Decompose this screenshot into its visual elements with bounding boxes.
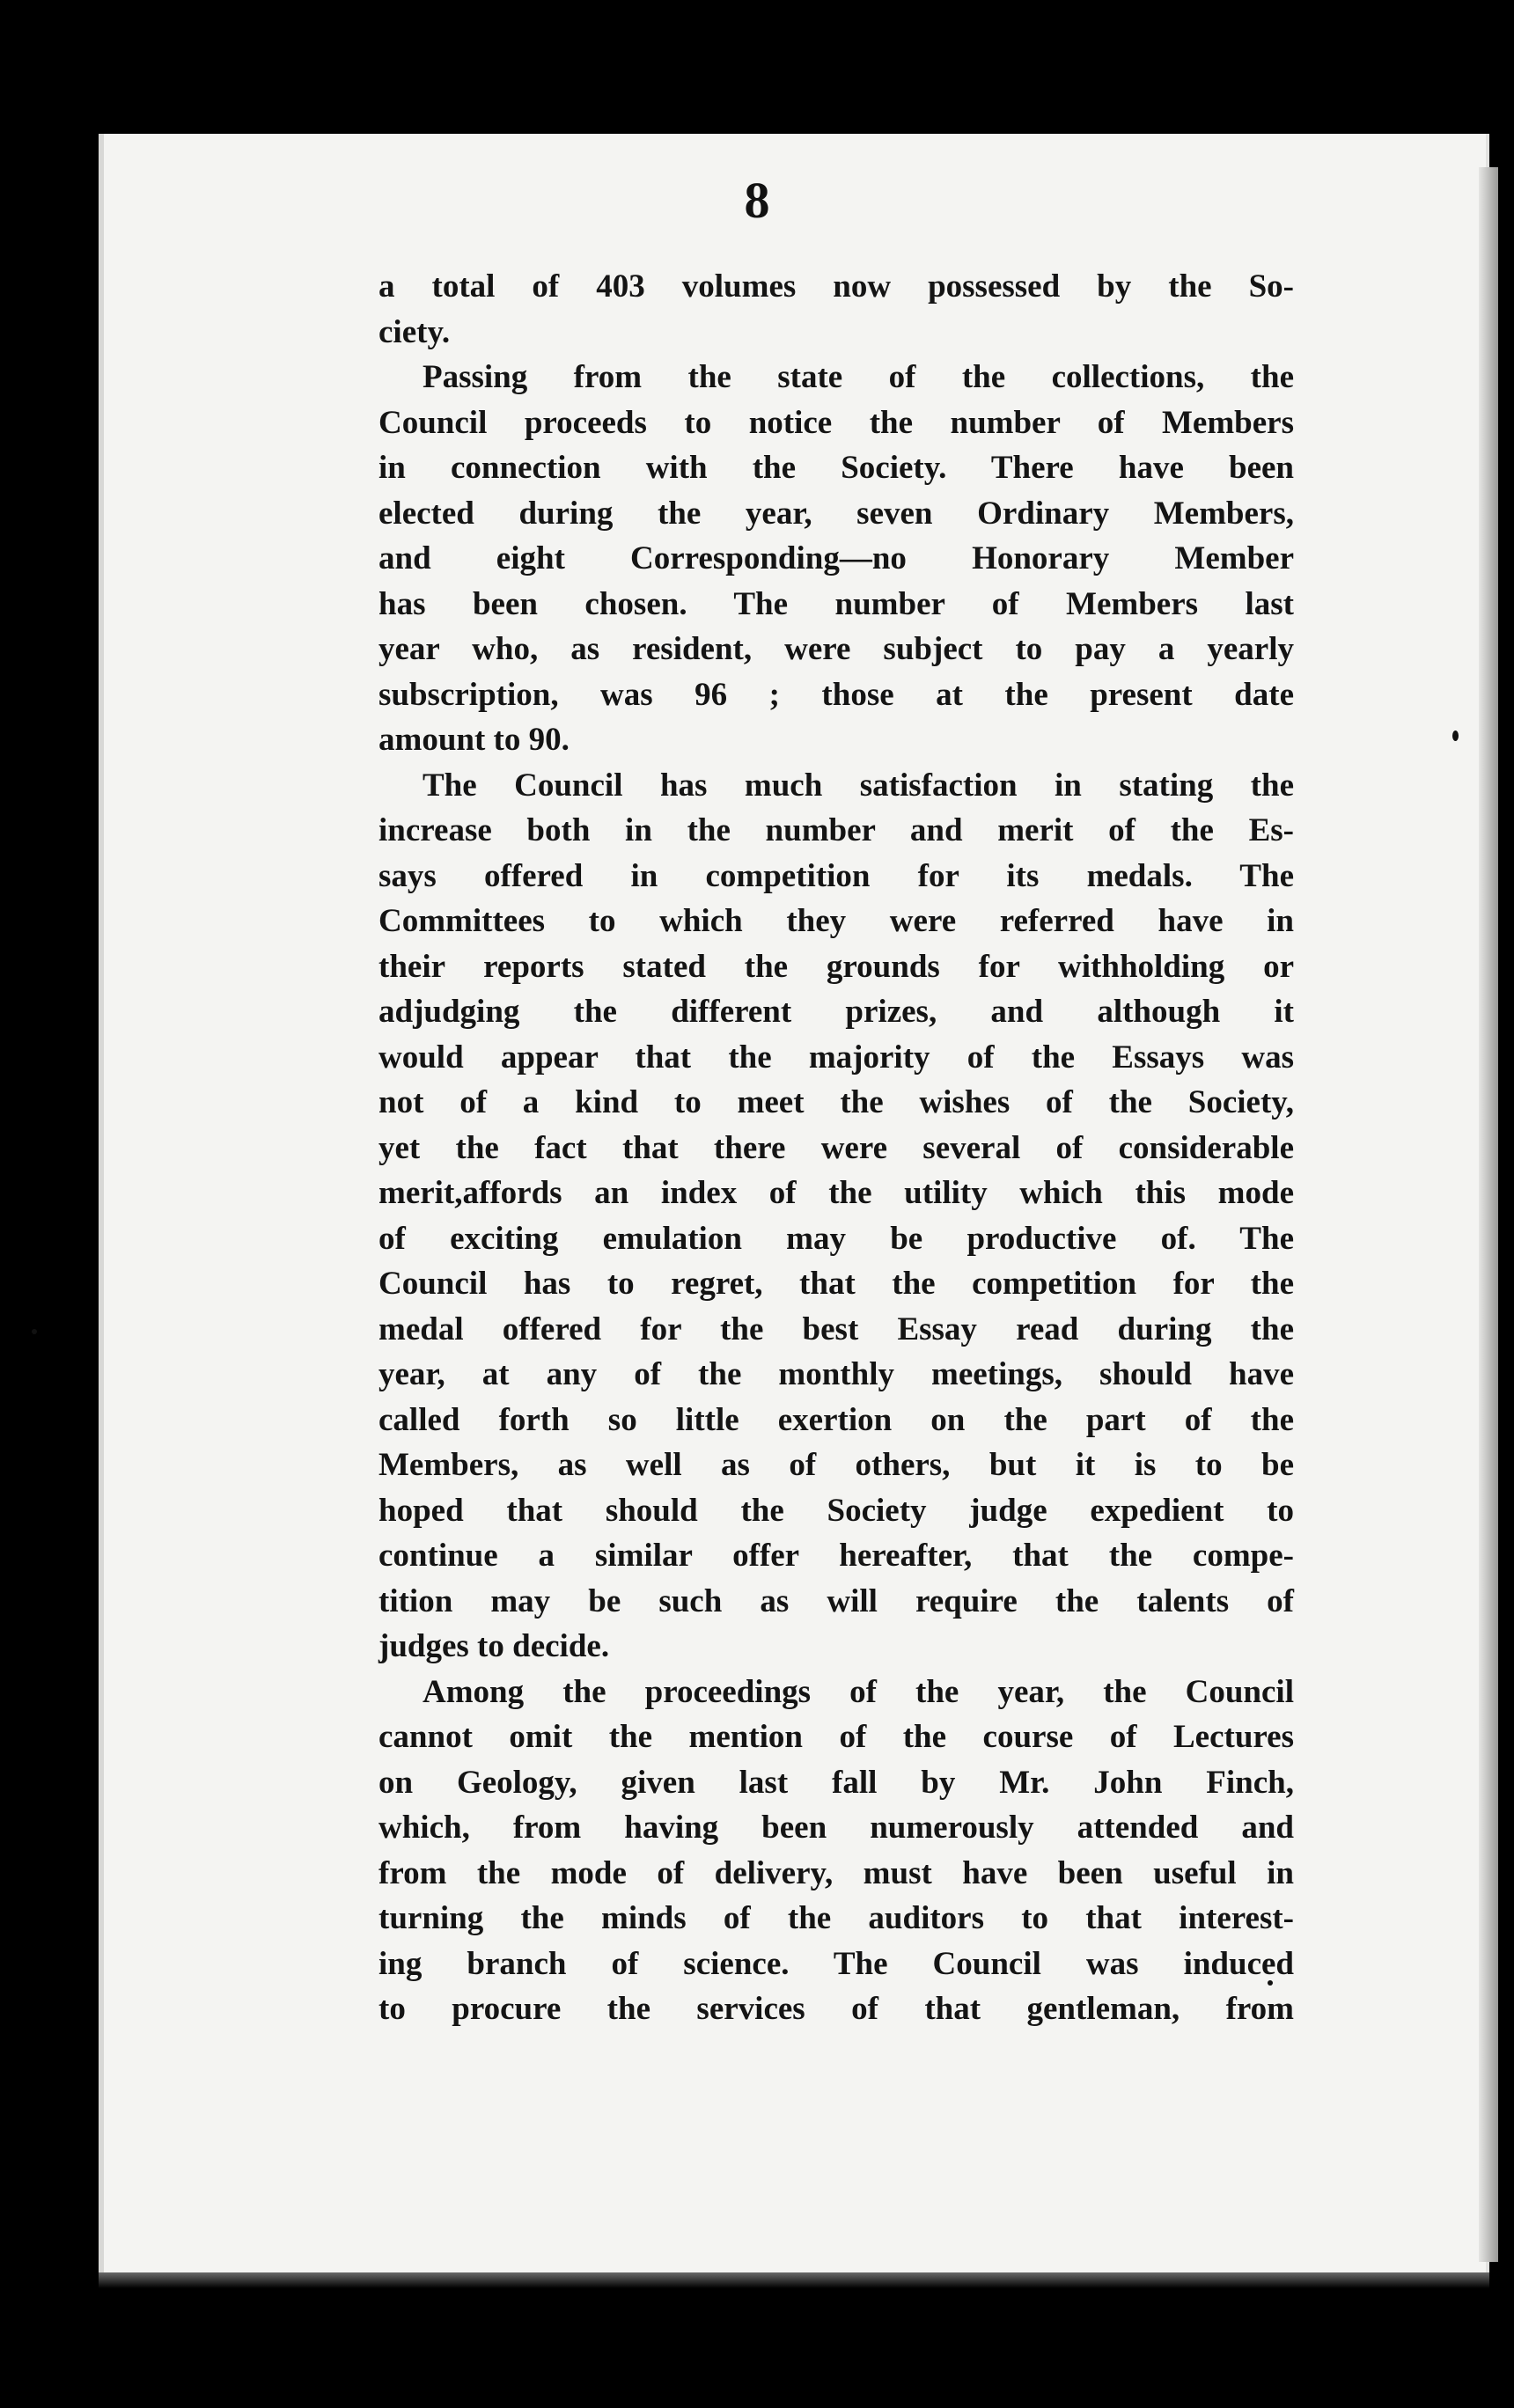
text-line: from the mode of delivery, must have been useful in — [378, 1854, 1294, 1891]
text-line: turning the minds of the auditors to that interest- — [378, 1900, 1294, 1936]
paragraph — [378, 763, 1294, 1670]
text-line: of exciting emulation may be productive of. The — [378, 1220, 1294, 1257]
text-line: Council has to regret, that the competition for the — [378, 1266, 1294, 1302]
text-line: ing branch of science. The Council was induced — [378, 1945, 1294, 1982]
text-line: merit,affords an index of the utility which this mode — [378, 1175, 1294, 1211]
text-line: called forth so little exertion on the part of the — [378, 1401, 1294, 1438]
text-line: medal offered for the best Essay read during the — [378, 1310, 1294, 1347]
text-line: subscription, was 96 ; those at the present date — [378, 676, 1294, 713]
paragraph — [378, 355, 1294, 763]
text-line: continue a similar offer hereafter, that the compe- — [378, 1538, 1294, 1574]
text-line: has been chosen. The number of Members last — [378, 585, 1294, 622]
text-line: increase both in the number and merit of the Es- — [378, 812, 1294, 848]
text-line: Committees to which they were referred have in — [378, 903, 1294, 939]
page-bottom-shadow — [99, 2272, 1489, 2288]
paragraph — [378, 264, 1294, 355]
page-number: 8 — [744, 172, 770, 229]
text-line: judges to decide. — [378, 1628, 610, 1664]
page-right-edge — [1479, 167, 1498, 2262]
text-line: year who, as resident, were subject to pay a yearly — [378, 631, 1294, 667]
text-line: says offered in competition for its medals. The — [378, 857, 1294, 894]
text-line: in connection with the Society. There have been — [378, 450, 1294, 486]
paragraph — [378, 1670, 1294, 2032]
text-line: which, from having been numerously attended and — [378, 1810, 1294, 1846]
text-line: would appear that the majority of the Essays was — [378, 1039, 1294, 1076]
text-line: Council proceeds to notice the number of Members — [378, 404, 1294, 441]
text-line: hoped that should the Society judge expedient to — [378, 1492, 1294, 1529]
text-line: not of a kind to meet the wishes of the Society, — [378, 1084, 1294, 1120]
text-line: Among the proceedings of the year, the Council — [423, 1673, 1294, 1710]
text-line: yet the fact that there were several of considerable — [378, 1129, 1294, 1166]
text-line: Members, as well as of others, but it is to be — [378, 1447, 1294, 1483]
print-speck — [32, 1329, 37, 1334]
text-line: The Council has much satisfaction in stating the — [423, 767, 1294, 804]
text-line: year, at any of the monthly meetings, should have — [378, 1356, 1294, 1392]
print-speck — [1452, 730, 1459, 741]
text-line: amount to 90. — [378, 722, 570, 758]
text-line: a total of 403 volumes now possessed by the So- — [378, 268, 1294, 305]
text-line: elected during the year, seven Ordinary Members, — [378, 495, 1294, 532]
text-line: Passing from the state of the collections, the — [423, 359, 1294, 395]
text-line: ciety. — [378, 313, 451, 350]
text-line: cannot omit the mention of the course of Lectures — [378, 1719, 1294, 1755]
text-line: adjudging the different prizes, and although it — [378, 994, 1294, 1030]
text-line: and eight Corresponding—no Honorary Member — [378, 540, 1294, 576]
text-line: to procure the services of that gentleman, from — [378, 1991, 1294, 2027]
body-text — [378, 264, 1294, 2032]
text-line: tition may be such as will require the talents of — [378, 1582, 1294, 1619]
text-line: their reports stated the grounds for withholding or — [378, 948, 1294, 985]
text-line: on Geology, given last fall by Mr. John Finch, — [378, 1764, 1294, 1801]
